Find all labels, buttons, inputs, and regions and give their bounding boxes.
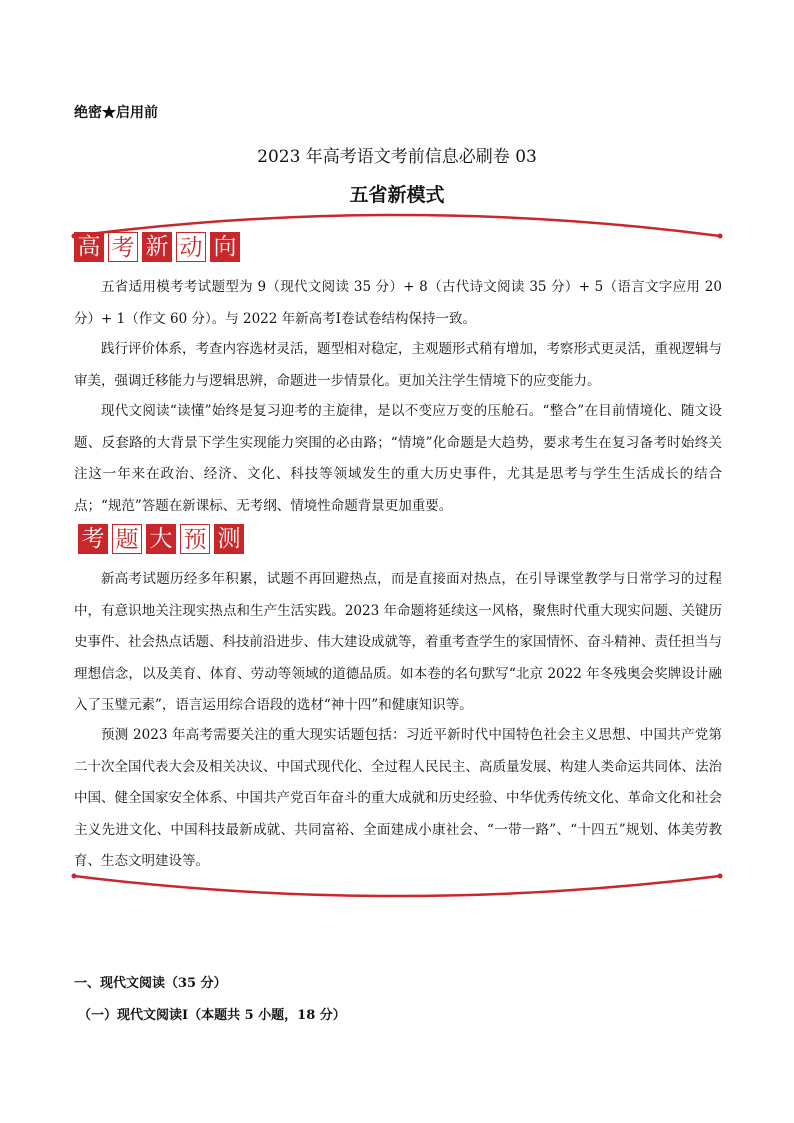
trend-paragraph-2: 践行评价体系，考查内容选材灵活，题型相对稳定，主观题形式稍有增加，考察形式更灵活，重视逻辑与审美，强调迁移能力与逻辑思辨，命题进一步情景化。更加关注学生情境下的应变能力。 xyxy=(74,341,722,389)
forecast-badge xyxy=(78,524,244,554)
badge-char: 大 xyxy=(146,524,176,554)
badge-char: 题 xyxy=(112,524,142,554)
badge-char: 动 xyxy=(176,232,206,262)
badge-char: 新 xyxy=(142,232,172,262)
page-subtitle: 五省新模式 xyxy=(349,184,445,206)
badge-char: 考 xyxy=(78,524,108,554)
forecast-paragraph-1: 新高考试题历经多年积累，试题不再回避热点，而是直接面对热点，在引导课堂教学与日常学习的过程中，有意识地关注现实热点和生产生活实践。2023 年命题将延续这一风格，聚焦时代重大现实问题、关键历史事件、社会热点话题、科技前沿进步、伟大建设成就等，着重考查学生的家国情怀、奋斗精神、责任担当与理想信念，以及美育、体育、劳动等领域的道德品质。如本卷的名句默写“北京 2022 年冬残奥会奖牌设计融入了玉璧元素”，语言运用综合语段的选材“神十四”和健康知识等。 xyxy=(74,571,722,713)
bottom-arc-decoration xyxy=(0,858,794,898)
forecast-paragraph-2: 预测 2023 年高考需要关注的重大现实话题包括：习近平新时代中国特色社会主义思想、中国共产党第二十次全国代表大会及相关决议、中国式现代化、全过程人民民主、高质量发展、构建人类命运共同体、法治中国、健全国家安全体系、中国共产党百年奋斗的重大成就和历史经验、中华优秀传统文化、革命文化和社会主义先进文化、中国科技最新成就、共同富裕、全面建成小康社会、“一带一路”、“十四五”规划、体美劳教育、生态文明建设等。 xyxy=(74,727,722,869)
trend-paragraph-1: 五省适用模考考试题型为 9（现代文阅读 35 分）+ 8（古代诗文阅读 35 分）+ 5（语言文字应用 20 分）+ 1（作文 60 分）。与 2022 年新高考Ⅰ卷试卷结构保持一致。 xyxy=(74,279,722,327)
badge-char: 考 xyxy=(108,232,138,262)
trend-badge xyxy=(74,232,240,262)
badge-char: 测 xyxy=(214,524,244,554)
badge-char: 高 xyxy=(74,232,104,262)
badge-char: 预 xyxy=(180,524,210,554)
page-title: 2023 年高考语文考前信息必刷卷 03 xyxy=(257,147,537,167)
subsection-heading: （一）现代文阅读Ⅰ（本题共 5 小题，18 分） xyxy=(78,1008,346,1023)
badge-char: 向 xyxy=(210,232,240,262)
section-heading: 一、现代文阅读（35 分） xyxy=(74,976,227,991)
trend-paragraph-3: 现代文阅读“读懂”始终是复习迎考的主旋律，是以不变应万变的压舱石。“整合”在目前情境化、随文设题、反套路的大背景下学生实现能力突围的必由路；“情境”化命题是大趋势，要求考生在复习备考时始终关注这一年来在政治、经济、文化、科技等领域发生的重大历史事件，尤其是思考与学生生活成长的结合点；“规范”答题在新课标、无考纲、情境性命题背景更加重要。 xyxy=(74,403,722,514)
secret-label: 绝密★启用前 xyxy=(74,105,158,121)
